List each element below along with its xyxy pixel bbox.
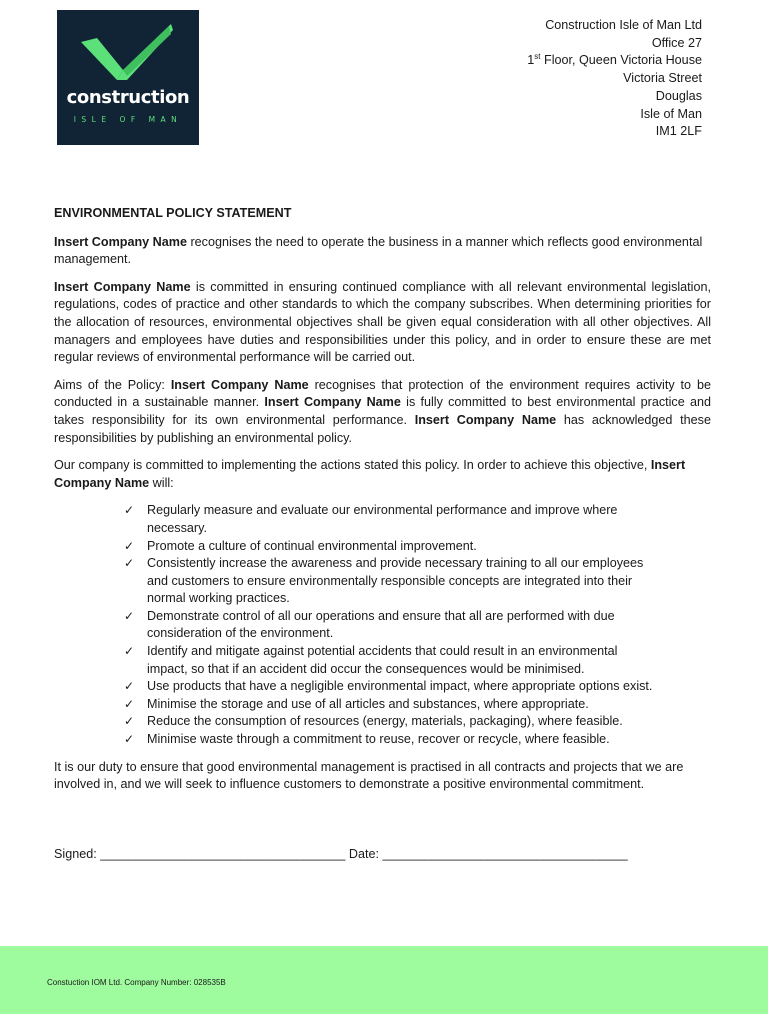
check-icon: ✓ bbox=[124, 679, 135, 694]
check-icon: ✓ bbox=[124, 696, 135, 711]
list-item: ✓ Regularly measure and evaluate our environmental performance and improve where necessary. bbox=[124, 503, 618, 535]
signature-line[interactable] bbox=[54, 846, 628, 864]
logo-subtitle: ISLE OF MAN bbox=[73, 115, 183, 124]
list-item: ✓ Minimise waste through a commitment to reuse, recover or recycle, where feasible. bbox=[124, 731, 657, 749]
intro-paragraph: Insert Company Name recognises the need to operate the business in a manner which reflects good environmental management. bbox=[54, 234, 703, 267]
address-line: Isle of Man bbox=[640, 106, 702, 121]
document-title: ENVIRONMENTAL POLICY STATEMENT bbox=[54, 206, 292, 220]
check-icon: ✓ bbox=[124, 714, 135, 729]
address-line: 1st Floor, Queen Victoria House bbox=[527, 52, 702, 68]
commitment-paragraph: Our company is committed to implementing the actions stated this policy. In order to achieve this objective, Insert Company Name will: bbox=[54, 458, 686, 490]
list-item: ✓ Reduce the consumption of resources (energy, materials, packaging), where feasible. bbox=[124, 713, 657, 731]
actions-list bbox=[54, 502, 711, 748]
address-line: Douglas bbox=[655, 88, 702, 103]
list-item: ✓ Demonstrate control of all our operations and ensure that all are performed with due consideration of the environment. bbox=[124, 608, 615, 641]
check-icon: ✓ bbox=[124, 503, 135, 518]
policy-body bbox=[54, 205, 711, 804]
list-item: ✓ Use products that have a negligible environmental impact, where appropriate options exist. bbox=[124, 678, 657, 696]
list-item: ✓ Identify and mitigate against potential accidents that could result in an environmental impact, so that if an accident did occur the consequences would be minimised. bbox=[124, 644, 618, 676]
footer-bar bbox=[0, 946, 768, 1014]
company-logo bbox=[57, 10, 199, 145]
date-field[interactable]: ___________________________________ bbox=[382, 847, 628, 861]
signed-label: Signed: bbox=[54, 847, 101, 861]
list-item: ✓ Minimise the storage and use of all articles and substances, where appropriate. bbox=[124, 696, 657, 714]
check-icon: ✓ bbox=[124, 732, 135, 747]
check-icon: ✓ bbox=[124, 556, 135, 571]
closing-paragraph: It is our duty to ensure that good environmental management is practised in all contracts and projects that we are involved in, and we will seek to influence customers to demonstrate a positive environmental commitment. bbox=[54, 759, 684, 792]
date-label: Date: bbox=[345, 847, 383, 861]
check-icon: ✓ bbox=[124, 644, 135, 659]
aims-paragraph: Aims of the Policy: Insert Company Name recognises that protection of the environment requires activity to be conducted in a sustainable manner. Insert Company Name is fully committed to best environmental practice and takes responsibility for its own environmental performance. Insert Company Name has acknowledged these responsibilities by publishing an environmental policy. bbox=[54, 377, 711, 445]
address-line: Construction Isle of Man Ltd bbox=[545, 18, 702, 32]
company-number-text: Constuction IOM Ltd. Company Number: 028535B bbox=[47, 978, 226, 987]
company-name-placeholder: Insert Company Name bbox=[54, 279, 191, 294]
company-name-placeholder: Insert Company Name bbox=[414, 412, 557, 427]
signature-field[interactable]: ___________________________________ bbox=[100, 847, 346, 861]
list-item: ✓ Consistently increase the awareness and provide necessary training to all our employees and customers to ensure environmentally responsible concepts are integrated into their normal working practices. bbox=[124, 556, 644, 606]
address-line: Office 27 bbox=[651, 35, 702, 50]
company-name-placeholder: Insert Company Name bbox=[54, 234, 187, 249]
company-name-placeholder: Insert Company Name bbox=[54, 458, 686, 490]
company-name-placeholder: Insert Company Name bbox=[170, 377, 309, 392]
company-name-placeholder: Insert Company Name bbox=[264, 395, 401, 410]
company-address bbox=[527, 17, 702, 141]
compliance-paragraph: Insert Company Name is committed in ensuring continued compliance with all relevant environmental legislation, regulations, codes of practice and other standards to which the company subscribes. When determining priorities for the allocation of resources, environmental objectives shall be given equal consideration with all other objectives. All managers and employees have duties and responsibilities under this policy, and in order to ensure these are met regular reviews of environmental performance will be carried out. bbox=[54, 279, 711, 365]
address-line: IM1 2LF bbox=[655, 124, 702, 139]
check-icon: ✓ bbox=[124, 538, 135, 553]
address-line: Victoria Street bbox=[623, 71, 702, 86]
list-item: ✓ Promote a culture of continual environmental improvement. bbox=[124, 538, 657, 556]
check-icon: ✓ bbox=[124, 608, 135, 623]
logo-wordmark: construction bbox=[66, 87, 190, 108]
